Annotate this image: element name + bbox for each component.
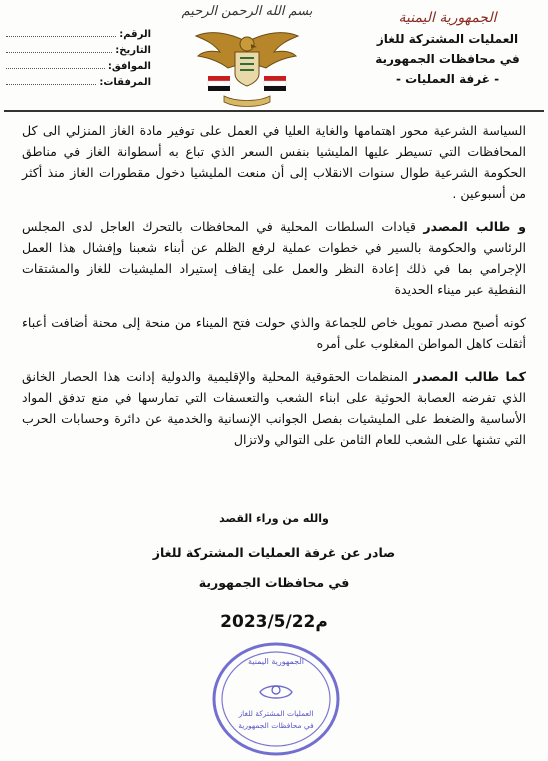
issuer-line: صادر عن غرفة العمليات المشتركة للغاز <box>152 545 396 560</box>
paragraph-3: كونه أصبح مصدر تمويل خاص للجماعة والذي حولت فتح الميناء من منحة إلى محنة أضافت أعباء أثقلت كاهل المواطن المغلوب على أمره <box>22 315 526 351</box>
letter-body <box>22 120 526 462</box>
issuer-area: في محافظات الجمهورية <box>198 575 350 590</box>
reference-fields <box>6 28 151 92</box>
stamp-top-text: الجمهورية اليمنية <box>247 657 305 666</box>
paragraph-2: و طالب المصدر قيادات السلطات المحلية في المحافظات بالتحرك العاجل لدى المجلس الرئاسي والحكومة بالسير في خطوات عملية لرفع الظلم عن أبناء شعبنا وإفشال هذا العمل الإجرامي بما في ذلك إعادة النظر والعمل على إيقاف إستيراد المليشيات للغاز والمشتقات النفطية عبر ميناء الحديدة <box>22 219 527 297</box>
paragraph-1: السياسة الشرعية محور اهتمامها والغاية العليا في العمل على توفير مادة الغاز المنزلي الى كل المحافظات التي تسيطر عليها المليشيا بنفس السعر الذي تباع به أسطوانة الغاز في مناطق الحكومة الشرعية طوال سنوات الانقلاب إلى أن منعت المليشيا دخول مقطورات الغاز منذ أكثر من أسبوعين . <box>22 123 526 201</box>
official-stamp <box>210 640 342 758</box>
org-room: - غرفة العمليات - <box>395 72 500 86</box>
letterhead-center <box>172 4 322 104</box>
stamp-bottom-text: في محافظات الجمهورية <box>238 721 314 730</box>
closing-phrase: والله من وراء القصد <box>219 512 329 525</box>
document-date: 2023/5/22م <box>220 612 328 632</box>
org-name: العمليات المشتركة للغاز <box>376 32 519 46</box>
paragraph-4: كما طالب المصدر المنظمات الحقوقية المحلية والإقليمية والدولية إدانت هذا الحصار الخانق الذي تفرضه العصابة الحوثية على ابناء الشعب والتعسفات التي تمارسها في منع تدفق المواد الأساسية والضغط على المليشيات بفصل الجوانب الإنسانية والخدمية عن دائرة وحسابات الحرب التي تشنها على الشعب للعام الثامن على التوالي ولاتزال <box>22 369 526 447</box>
stamp-middle-text: العمليات المشتركة للغاز <box>238 709 314 718</box>
letterhead-right <box>365 10 530 86</box>
org-governorates: في محافظات الجمهورية <box>375 52 520 66</box>
field-corresponding: الموافق: <box>6 60 151 76</box>
header-divider <box>4 110 544 112</box>
republic-title: الجمهورية اليمنية <box>398 10 497 26</box>
yemen-eagle-emblem <box>194 22 300 108</box>
field-number: الرقم: <box>6 28 151 44</box>
field-attachments: المرفقات: <box>6 76 151 92</box>
field-date: التاريخ: <box>6 44 151 60</box>
basmala: بسم الله الرحمن الرحيم <box>181 4 313 19</box>
